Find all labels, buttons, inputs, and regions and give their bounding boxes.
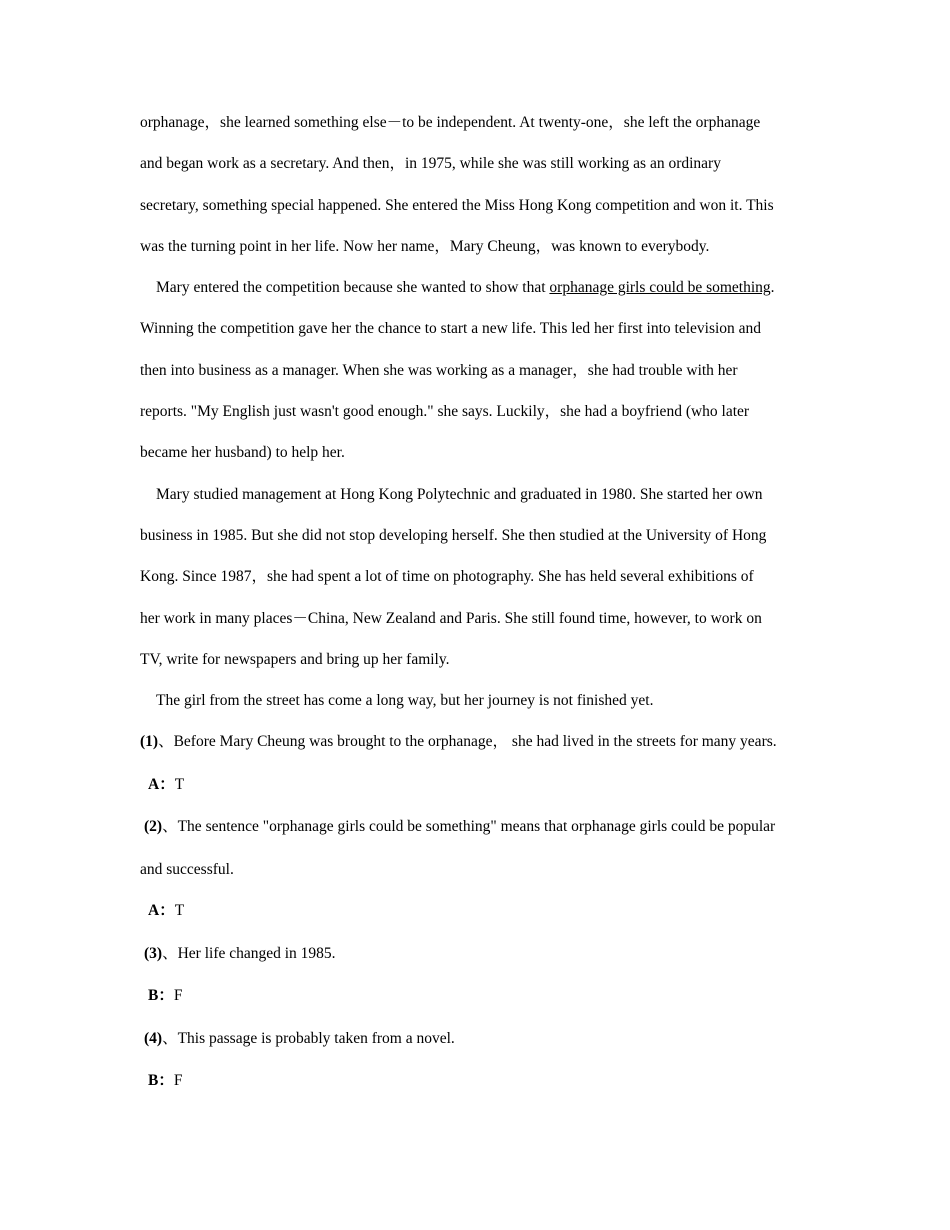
question-number: (2) — [144, 818, 163, 836]
passage-line: and began work as a secretary. And then，in 1975, while she was still working as an ordinary — [140, 155, 721, 173]
question-text: Before Mary Cheung was brought to the orphanage， she had lived in the streets for many years. — [173, 733, 777, 751]
question-text: The sentence "orphanage girls could be something" means that orphanage girls could be popular — [177, 818, 776, 836]
passage-line: her work in many places－China, New Zealand and Paris. She still found time, however, to work on — [140, 609, 762, 627]
document-page — [140, 102, 812, 1103]
question-text: This passage is probably taken from a novel. — [177, 1029, 455, 1047]
passage-line: orphanage，she learned something else－to be independent. At twenty-one，she left the orphanage — [140, 114, 761, 131]
answer-letter: B： — [148, 1072, 174, 1090]
paragraph-4: The girl from the street has come a long way, but her journey is not finished yet. — [156, 692, 654, 710]
answer-letter: A： — [148, 902, 175, 920]
paragraph-3-first-line: Mary studied management at Hong Kong Polytechnic and graduated in 1980. She started her own — [156, 485, 763, 503]
underlined-phrase: orphanage girls could be something — [549, 279, 771, 297]
question-separator: 、 — [162, 818, 178, 836]
answer-letter: B： — [148, 987, 174, 1005]
answer-letter: A： — [148, 775, 175, 793]
question-2 — [140, 806, 812, 849]
passage-line: became her husband) to help her. — [140, 444, 345, 462]
question-text: Her life changed in 1985. — [177, 944, 336, 962]
question-1 — [140, 721, 812, 764]
passage-line: business in 1985. But she did not stop developing herself. She then studied at the University of Hong — [140, 526, 767, 544]
answer-value: T — [174, 902, 185, 920]
passage-line: reports. "My English just wasn't good enough." she says. Luckily，she had a boyfriend (who later — [140, 403, 750, 421]
answer-value: T — [174, 775, 185, 793]
passage-line: secretary, something special happened. She entered the Miss Hong Kong competition and won it. This — [140, 196, 774, 214]
passage-line: then into business as a manager. When she was working as a manager，she had trouble with her — [140, 361, 738, 379]
question-separator: 、 — [158, 733, 174, 751]
question-number: (3) — [144, 944, 163, 962]
question-number: (4) — [144, 1029, 163, 1047]
answer-3 — [140, 975, 812, 1018]
answer-value: F — [173, 987, 183, 1005]
question-text-continued: and successful. — [140, 860, 234, 878]
answer-1 — [140, 764, 812, 807]
passage-line: Kong. Since 1987，she had spent a lot of time on photography. She has held several exhibitions of — [140, 568, 754, 586]
question-4 — [140, 1018, 812, 1061]
question-3 — [140, 933, 812, 976]
answer-value: F — [173, 1072, 183, 1090]
paragraph-2-first-line — [140, 267, 812, 308]
question-separator: 、 — [162, 1029, 178, 1047]
answer-4 — [140, 1060, 812, 1103]
passage-line: TV, write for newspapers and bring up her family. — [140, 650, 450, 668]
answer-2 — [140, 890, 812, 933]
passage-line: Winning the competition gave her the chance to start a new life. This led her first into television and — [140, 320, 762, 338]
question-number: (1) — [140, 733, 159, 751]
passage-line: was the turning point in her life. Now her name，Mary Cheung，was known to everybody. — [140, 237, 710, 255]
passage-text: Mary entered the competition because she wanted to show that — [156, 279, 550, 297]
question-separator: 、 — [162, 944, 178, 962]
passage-text: . — [770, 279, 775, 297]
